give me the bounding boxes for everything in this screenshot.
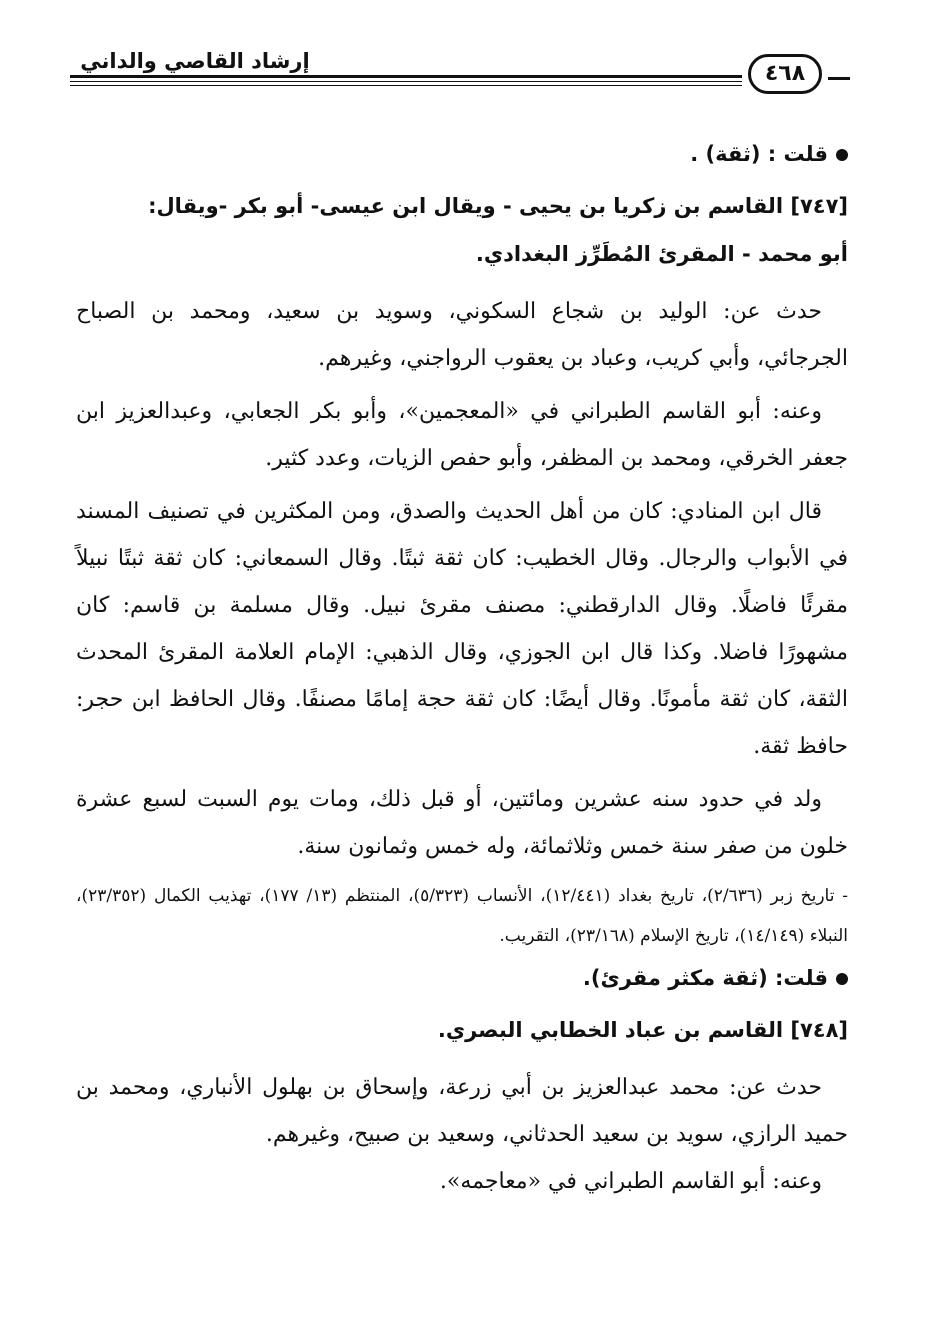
- header-rule: [70, 75, 742, 78]
- header-rule: [70, 81, 742, 82]
- page-body: [76, 132, 848, 1205]
- narrators-paragraph: وعنه: أبو القاسم الطبراني في «معاجمه».: [439, 1169, 822, 1194]
- narrated-from-paragraph: حدث عن: الوليد بن شجاع السكوني، وسويد بن سعيد، ومحمد بن الصباح الجرجائي، وأبي كريب، وعباد بن يعقوب الرواجني، وغيرهم.: [76, 299, 848, 371]
- verdict-line: [76, 132, 848, 176]
- sources-note: - تاريخ زبر (٢/٦٣٦)، تاريخ بغداد (١٢/٤٤١)، الأنساب (٥/٣٢٣)، المنتظم (١٣/ ١٧٧)، تهذيب الكمال (٢٣/٣٥٢)، النبلاء (١٤/١٤٩)، تاريخ الإسلام (٢٣/١٦٨)، التقريب.: [76, 886, 849, 946]
- header-dash: [828, 77, 850, 80]
- running-header: [70, 40, 850, 102]
- page-number: ٤٦٨: [748, 54, 822, 94]
- life-paragraph: ولد في حدود سنه عشرين ومائتين، أو قبل ذلك، ومات يوم السبت لسبع عشرة خلون من صفر سنة خمس وثلاثمائة، وله خمس وثمانون سنة.: [76, 787, 848, 859]
- entry-heading-continued: أبو محمد - المقرئ المُطَرِّز البغدادي.: [475, 242, 848, 266]
- narrated-from-paragraph: حدث عن: محمد عبدالعزيز بن أبي زرعة، وإسحاق بن بهلول الأنباري، ومحمد بن حميد الرازي، سويد بن سعيد الحدثاني، وسعيد بن صبيح، وغيرهم.: [76, 1075, 848, 1147]
- verdict-text: قلت : (ثقة) .: [690, 142, 828, 166]
- book-title: إرشاد القاصي والداني: [80, 49, 310, 73]
- bullet-icon: [836, 149, 848, 161]
- verdict-text: قلت: (ثقة مكثر مقرئ).: [582, 966, 828, 990]
- entry-heading: [٧٤٧] القاسم بن زكريا بن يحيى - ويقال ابن عيسى- أبو بكر -ويقال:: [148, 194, 848, 218]
- entry-heading: [٧٤٨] القاسم بن عباد الخطابي البصري.: [437, 1018, 848, 1042]
- grading-paragraph: قال ابن المنادي: كان من أهل الحديث والصدق، ومن المكثرين في تصنيف المسند في الأبواب والرجال. وقال الخطيب: كان ثقة ثبتًا. وقال السمعاني: كان ثقة ثبتًا نبيلاً مقرئًا فاضلًا. وقال الدارقطني: مصنف مقرئ نبيل. وقال مسلمة بن قاسم: كان مشهورًا فاضلا. وكذا قال ابن الجوزي، وقال الذهبي: الإمام العلامة المقرئ المحدث الثقة، كان ثقة مأمونًا. وقال أيضًا: كان ثقة حجة إمامًا مصنفًا. وقال الحافظ ابن حجر: حافظ ثقة.: [76, 499, 848, 759]
- header-rule: [70, 85, 742, 86]
- verdict-line: [76, 956, 848, 1000]
- bullet-icon: [836, 973, 848, 985]
- narrators-paragraph: وعنه: أبو القاسم الطبراني في «المعجمين»، وأبو بكر الجعابي، وعبدالعزيز ابن جعفر الخرقي، ومحمد بن المظفر، وأبو حفص الزيات، وعدد كثير.: [76, 399, 848, 471]
